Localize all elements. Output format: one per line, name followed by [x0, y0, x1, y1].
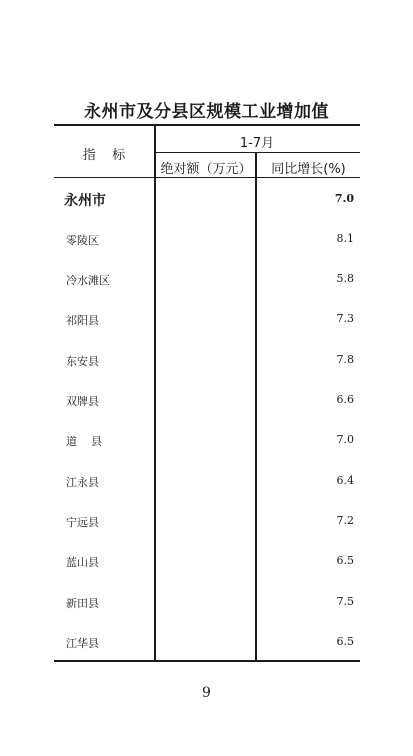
- header-indicator: 指 标: [82, 148, 126, 163]
- row-growth: 7.0: [334, 192, 354, 205]
- row-name: 冷水滩区: [66, 274, 110, 287]
- row-growth: 7.3: [336, 312, 354, 325]
- row-name: 永州市: [64, 193, 106, 209]
- row-growth: 5.8: [336, 272, 354, 285]
- row-name: 双牌县: [66, 395, 99, 408]
- top-rule: [54, 124, 360, 126]
- row-name: 蓝山县: [66, 556, 99, 569]
- row-growth: 8.1: [336, 232, 354, 245]
- header-growth: 同比增长(%): [271, 162, 346, 177]
- row-name: 江永县: [66, 476, 99, 489]
- col-divider-2: [255, 152, 257, 662]
- row-growth: 7.8: [336, 353, 354, 366]
- header-mid-rule: [154, 152, 360, 153]
- header-period: 1-7月: [239, 136, 275, 151]
- row-name: 东安县: [66, 355, 99, 368]
- row-growth: 6.4: [336, 474, 354, 487]
- row-growth: 6.6: [336, 393, 354, 406]
- row-name: 江华县: [66, 637, 99, 650]
- table-title: 永州市及分县区规模工业增加值: [84, 102, 329, 122]
- col-divider-1: [154, 124, 156, 662]
- bottom-rule: [54, 660, 360, 662]
- row-name: 零陵区: [66, 234, 99, 247]
- row-name: 宁远县: [66, 516, 99, 529]
- data-table: [54, 124, 360, 662]
- row-growth: 7.5: [336, 595, 354, 608]
- row-growth: 7.2: [336, 514, 354, 527]
- row-name: 新田县: [66, 597, 99, 610]
- header-absolute: 绝对额（万元）: [160, 162, 252, 177]
- row-growth: 6.5: [336, 635, 354, 648]
- row-name: 祁阳县: [66, 314, 99, 327]
- row-growth: 7.0: [336, 433, 354, 446]
- row-growth: 6.5: [336, 554, 354, 567]
- page-number: 9: [202, 685, 211, 701]
- row-name: 道 县: [66, 435, 102, 448]
- header-bottom-rule: [54, 177, 360, 178]
